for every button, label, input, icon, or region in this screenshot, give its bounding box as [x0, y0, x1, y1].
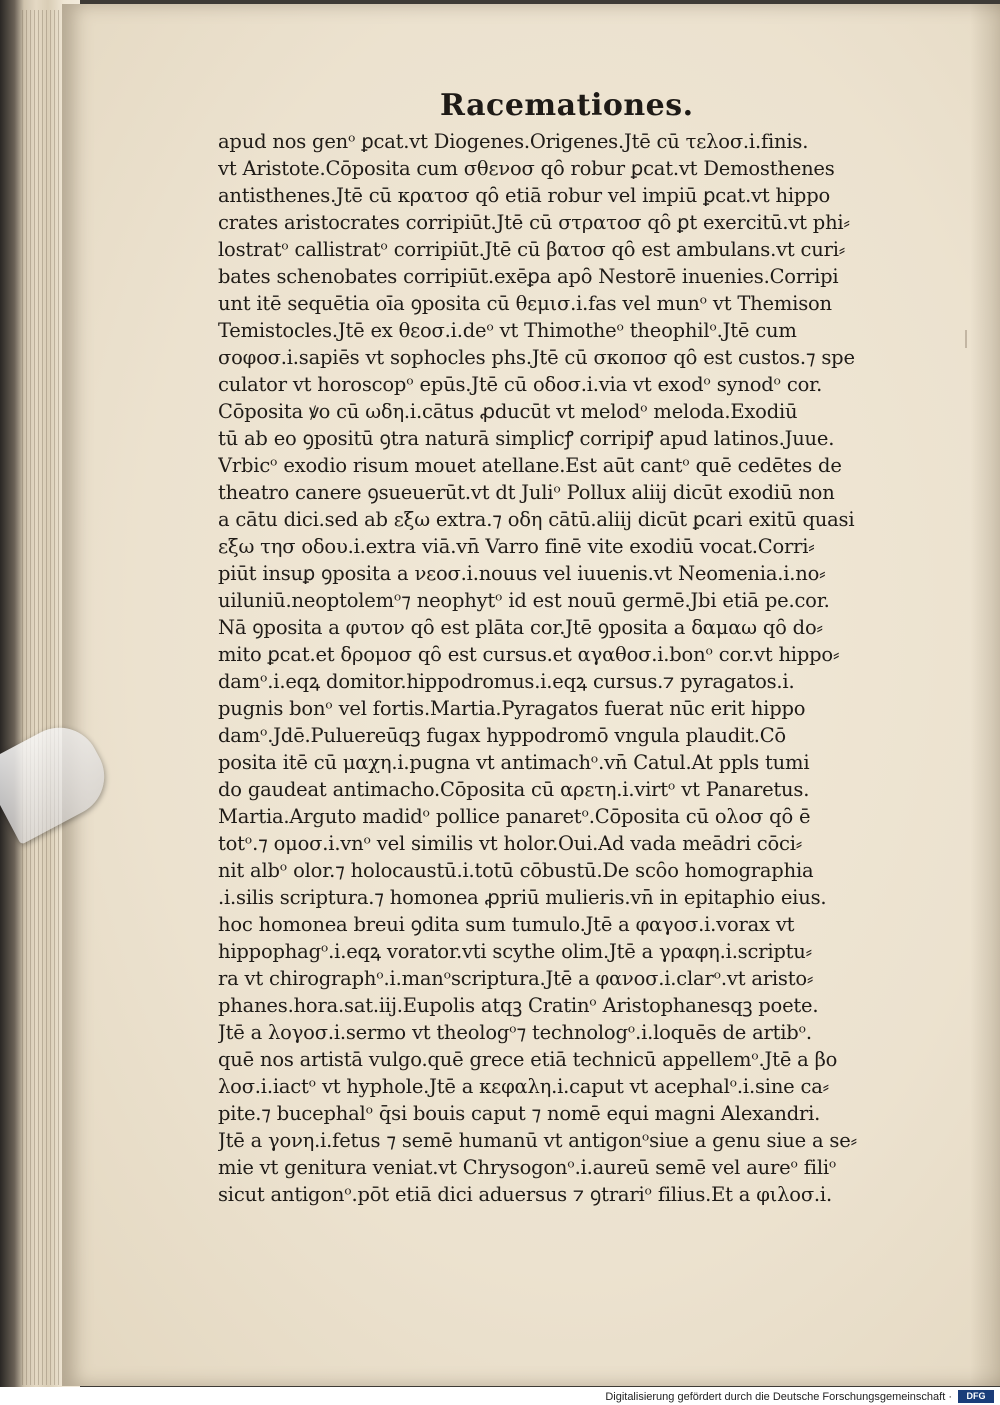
main-text-block [218, 128, 908, 1208]
text-line: bates schenobates corripiūt.exēꝑa apȏ Nestorē inuenies.Corripi [218, 265, 839, 288]
text-line: totᵒ.⁊ ομοσ.i.vnᵒ vel similis vt holor.Oui.Ad vada meādri cōci⸗ [218, 832, 803, 855]
text-line: mie vt genitura veniat.vt Chrysogonᵒ.i.aureū semē vel aureᵒ filiᵒ [218, 1156, 837, 1179]
dfg-logo[interactable]: DFG [958, 1390, 994, 1403]
text-line: phanes.hora.sat.iij.Eupolis atqꝫ Cratinᵒ Aristophanesqꝫ poete. [218, 994, 819, 1017]
text-line: mito ꝑcat.et δρομοσ qȏ est cursus.et αγαθοσ.i.bonᵒ cor.vt hippo⸗ [218, 643, 840, 666]
text-line: Cōposita ꝟo cū ωδη.i.cātus ꝓducūt vt melodᵒ meloda.Exodiū [218, 400, 798, 423]
text-line: piūt insuꝑ ꝯposita a νεοσ.i.nouus vel iuuenis.vt Neomenia.i.no⸗ [218, 562, 826, 585]
text-line: Jtē a λογοσ.i.sermo vt theologᵒ⁊ technologᵒ.i.loquēs de artibᵒ. [218, 1021, 812, 1044]
text-line: vt Aristote.Cōposita cum σθενοσ qȏ robur ꝑcat.vt Demosthenes [218, 157, 835, 180]
footer-bar [0, 1387, 1000, 1405]
text-line: Vrbicᵒ exodio risum mouet atellane.Est aūt cantᵒ quē cedētes de [218, 454, 842, 477]
text-line: uiluniū.neoptolemᵒ⁊ neophytᵒ id est nouū germē.Jbi etiā pe.cor. [218, 589, 830, 612]
text-line: .i.silis scriptura.⁊ homonea ꝓpriū mulieris.vn̄ in epitaphio eius. [218, 886, 827, 909]
text-line: lostratᵒ callistratᵒ corripiūt.Jtē cū βατοσ qȏ est ambulans.vt curi⸗ [218, 238, 846, 261]
text-line: Jtē a γονη.i.fetus ⁊ semē humanū vt antigonᵒsiue a genu siue a se⸗ [218, 1129, 857, 1152]
footer-credit: Digitalisierung gefördert durch die Deutsche Forschungsgemeinschaft · [605, 1391, 952, 1403]
text-line: unt itē sequētia oīa ꝯposita cū θεμισ.i.fas vel munᵒ vt Themison [218, 292, 832, 315]
text-line: do gaudeat antimacho.Cōposita cū αρετη.i.virtᵒ vt Panaretus. [218, 778, 810, 801]
text-line: crates aristocrates corripiūt.Jtē cū στρατοσ qȏ ꝑt exercitū.vt phi⸗ [218, 211, 850, 234]
text-line: pite.⁊ bucephalᵒ q̄si bouis caput ⁊ nomē equi magni Alexandri. [218, 1102, 821, 1125]
text-line: culator vt horoscopᵒ epūs.Jtē cū οδοσ.i.via vt exodᵒ synodᵒ cor. [218, 373, 823, 396]
text-line: εξω τησ οδου.i.extra viā.vn̄ Varro finē vite exodiū vocat.Corri⸗ [218, 535, 815, 558]
text-line: σοφοσ.i.sapiēs vt sophocles phs.Jtē cū σκοποσ qȏ est custos.⁊ spe [218, 346, 855, 369]
text-line: antisthenes.Jtē cū κρατοσ qȏ etiā robur vel impiū ꝑcat.vt hippo [218, 184, 831, 207]
text-line: Nā ꝯposita a φυτον qȏ est plāta cor.Jtē ꝯposita a δαμαω qȏ do⸗ [218, 616, 823, 639]
text-line: hoc homonea breui ꝯdita sum tumulo.Jtē a φαγοσ.i.vorax vt [218, 913, 795, 936]
text-line: Martia.Arguto madidᵒ pollice panaretᵒ.Cōposita cū ολοσ qȏ ē [218, 805, 811, 828]
text-line: nit albᵒ olor.⁊ holocaustū.i.totū cōbustū.De scȏo homographia [218, 859, 814, 882]
text-line: tū ab eo ꝯpositū ꝯtra naturā simplicꝭ corripiꝭ apud latinos.Juue. [218, 427, 835, 450]
text-line: λοσ.i.iactᵒ vt hyphole.Jtē a κεφαλη.i.caput vt acephalᵒ.i.sine ca⸗ [218, 1075, 829, 1098]
text-line: pugnis bonᵒ vel fortis.Martia.Pyragatos fuerat nūc erit hippo [218, 697, 806, 720]
running-head: Racemationes. [440, 88, 694, 123]
page-right-margin [970, 4, 1000, 1386]
text-line: apud nos genᵒ ꝑcat.vt Diogenes.Origenes.Jtē cū τελοσ.i.finis. [218, 130, 809, 153]
text-line: hippophagᵒ.i.eqꝝ vorator.vti scythe olim.Jtē a γραφη.i.scriptu⸗ [218, 940, 812, 963]
text-line: damᵒ.i.eqꝝ domitor.hippodromus.i.eqꝝ cursus.⁊ pyragatos.i. [218, 670, 795, 693]
text-line: a cātu dici.sed ab εξω extra.⁊ οδη cātū.aliij dicūt ꝑcari exitū quasi [218, 508, 855, 531]
text-line: sicut antigonᵒ.pōt etiā dici aduersus ⁊ ꝯtrariᵒ filius.Et a φιλοσ.i. [218, 1183, 832, 1206]
text-line: quē nos artistā vulgo.quē grece etiā technicū appellemᵒ.Jtē a βο [218, 1048, 838, 1071]
text-line: posita itē cū μαχη.i.pugna vt antimachᵒ.vn̄ Catul.At ppls tumi [218, 751, 810, 774]
text-line: damᵒ.Jdē.Puluereūqꝫ fugax hyppodromō vngula plaudit.Cō [218, 724, 786, 747]
text-line: ra vt chirographᵒ.i.manᵒscriptura.Jtē a φανοσ.i.clarᵒ.vt aristo⸗ [218, 967, 814, 990]
text-line: theatro canere ꝯsueuerūt.vt dt Juliᵒ Pollux aliij dicūt exodiū non [218, 481, 835, 504]
text-line: Temistocles.Jtē ex θεοσ.i.deᵒ vt Thimotheᵒ theophilᵒ.Jtē cum [218, 319, 797, 342]
margin-mark [965, 330, 975, 348]
